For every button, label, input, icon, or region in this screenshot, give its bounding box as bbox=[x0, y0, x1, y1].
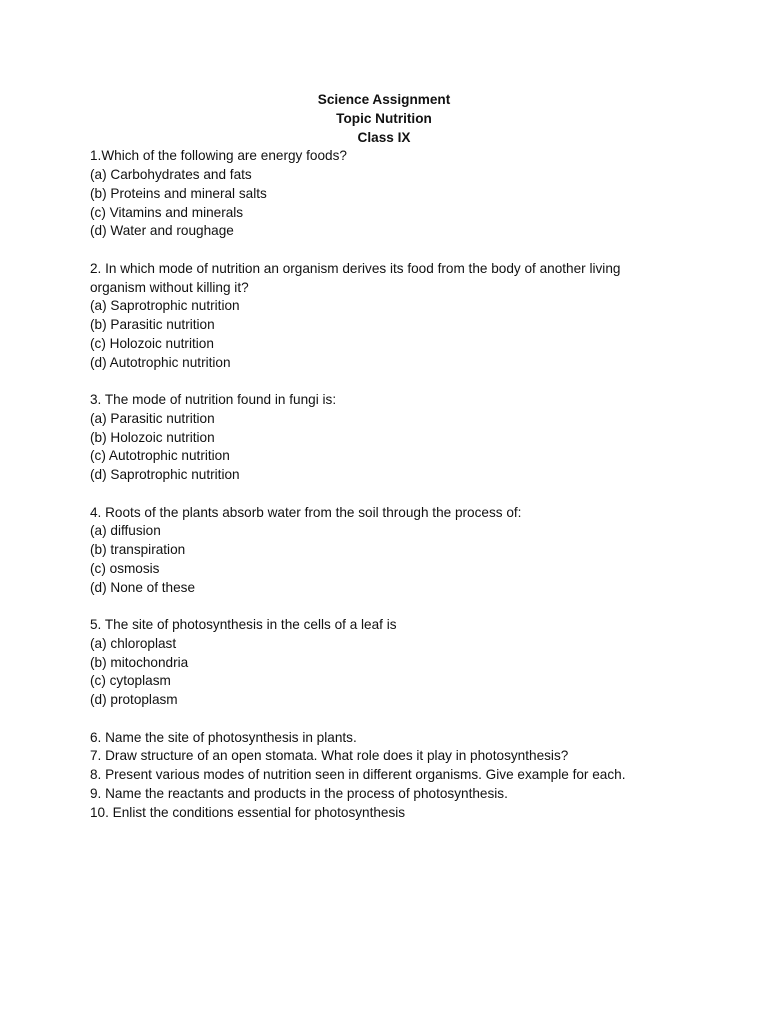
option-b: (b) Parasitic nutrition bbox=[90, 317, 215, 332]
option-d: (d) protoplasm bbox=[90, 692, 178, 707]
option-d: (d) Saprotrophic nutrition bbox=[90, 467, 240, 482]
mcq-question-1 bbox=[90, 147, 690, 241]
option-a: (a) diffusion bbox=[90, 523, 161, 539]
assignment-topic: Topic Nutrition bbox=[336, 110, 432, 126]
mcq-question-3 bbox=[90, 391, 690, 485]
option-d: (d) None of these bbox=[90, 579, 196, 595]
option-b: (b) mitochondria bbox=[90, 654, 189, 670]
question-text: 4. Roots of the plants absorb water from the soil through the process of: bbox=[90, 504, 522, 520]
question-text-continued: organism without killing it? bbox=[90, 279, 249, 295]
question-text: 2. In which mode of nutrition an organism derives its food from the body of another living bbox=[90, 260, 621, 276]
option-a: (a) Parasitic nutrition bbox=[90, 410, 215, 426]
option-b: (b) transpiration bbox=[90, 542, 186, 557]
question-text: 1.Which of the following are energy foods? bbox=[90, 148, 347, 164]
option-a: (a) Saprotrophic nutrition bbox=[90, 298, 240, 314]
option-d: (d) Water and roughage bbox=[90, 223, 234, 239]
option-a: (a) Carbohydrates and fats bbox=[90, 167, 252, 182]
question-text: 3. The mode of nutrition found in fungi is: bbox=[90, 392, 337, 407]
spacer bbox=[90, 597, 690, 616]
short-question-6: 6. Name the site of photosynthesis in plants. bbox=[90, 729, 357, 745]
option-c: (c) Autotrophic nutrition bbox=[90, 448, 230, 464]
option-c: (c) Holozoic nutrition bbox=[90, 335, 214, 351]
option-a: (a) chloroplast bbox=[90, 635, 177, 651]
question-text: 5. The site of photosynthesis in the cells of a leaf is bbox=[90, 617, 397, 632]
short-question-7: 7. Draw structure of an open stomata. What role does it play in photosynthesis? bbox=[90, 748, 569, 764]
option-b: (b) Proteins and mineral salts bbox=[90, 185, 267, 201]
mcq-question-4 bbox=[90, 504, 690, 598]
option-b: (b) Holozoic nutrition bbox=[90, 429, 215, 445]
option-c: (c) Vitamins and minerals bbox=[90, 204, 244, 220]
mcq-question-5 bbox=[90, 616, 690, 710]
mcq-question-2 bbox=[90, 260, 690, 373]
option-d: (d) Autotrophic nutrition bbox=[90, 354, 231, 370]
short-questions bbox=[90, 729, 690, 823]
spacer bbox=[90, 241, 690, 260]
spacer bbox=[90, 485, 690, 504]
spacer bbox=[90, 710, 690, 729]
option-c: (c) osmosis bbox=[90, 560, 160, 576]
short-question-8: 8. Present various modes of nutrition seen in different organisms. Give example for each. bbox=[90, 767, 626, 782]
spacer bbox=[90, 372, 690, 391]
option-c: (c) cytoplasm bbox=[90, 673, 171, 689]
assignment-page bbox=[90, 91, 690, 822]
short-question-9: 9. Name the reactants and products in the process of photosynthesis. bbox=[90, 785, 508, 801]
assignment-header bbox=[90, 91, 678, 147]
assignment-title: Science Assignment bbox=[317, 92, 451, 107]
assignment-class: Class IX bbox=[357, 129, 411, 145]
short-question-10: 10. Enlist the conditions essential for photosynthesis bbox=[90, 804, 406, 820]
